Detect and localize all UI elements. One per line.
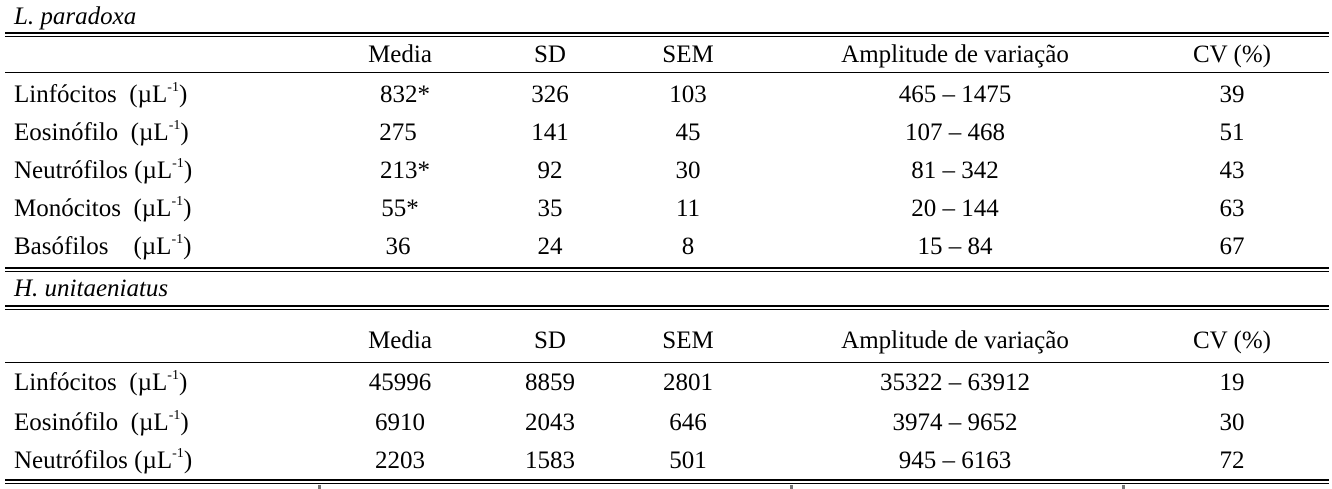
media-value: 832* (380, 81, 430, 108)
range-value: 81 – 342 (911, 157, 999, 184)
column-rule-tick (318, 485, 321, 489)
row-label: Basófilos (µL$^{-1}$) (14, 232, 192, 260)
row-label: Monócitos (µL$^{-1}$) (14, 194, 192, 222)
sem-value: 646 (669, 409, 707, 436)
sem-value: 8 (681, 233, 695, 260)
section-title: L. paradoxa (14, 3, 137, 30)
range-value: 35322 – 63912 (880, 369, 1030, 396)
table-top-rule (5, 305, 1329, 310)
range-value: 3974 – 9652 (892, 409, 1018, 436)
column-header: Media (368, 41, 432, 68)
section-divider-rule (5, 267, 1329, 272)
media-value: 55* (381, 195, 419, 222)
cv-value: 72 (1219, 447, 1245, 474)
sd-value: 326 (531, 81, 569, 108)
media-value: 275 (379, 119, 417, 146)
cv-value: 30 (1219, 409, 1245, 436)
header-rule (5, 72, 1329, 73)
row-label: Eosinófilo (µL$^{-1}$) (14, 408, 189, 436)
range-value: 107 – 468 (905, 119, 1005, 146)
sem-value: 30 (675, 157, 701, 184)
media-value: 213* (380, 157, 430, 184)
sd-value: 24 (537, 233, 563, 260)
column-header: CV (%) (1192, 327, 1272, 354)
row-label: Linfócitos (µL$^{-1}$) (14, 368, 188, 396)
media-value: 2203 (375, 447, 425, 474)
column-header: Media (368, 327, 432, 354)
sd-value: 35 (537, 195, 563, 222)
column-header: SD (534, 41, 566, 68)
cv-value: 43 (1219, 157, 1245, 184)
sem-value: 103 (669, 81, 707, 108)
row-label: Neutrófilos (µL$^{-1}$) (14, 446, 193, 474)
row-label: Linfócitos (µL$^{-1}$) (14, 80, 188, 108)
sem-value: 2801 (663, 369, 713, 396)
sd-value: 92 (537, 157, 563, 184)
media-value: 36 (385, 233, 411, 260)
column-header: CV (%) (1192, 41, 1272, 68)
range-value: 465 – 1475 (898, 81, 1012, 108)
range-value: 15 – 84 (917, 233, 993, 260)
cv-value: 19 (1219, 369, 1245, 396)
sem-value: 501 (669, 447, 707, 474)
row-label: Eosinófilo (µL$^{-1}$) (14, 118, 189, 146)
column-header: Amplitude de variação (841, 327, 1069, 354)
column-rule-tick (790, 485, 793, 489)
sd-value: 141 (531, 119, 569, 146)
row-label: Neutrófilos (µL$^{-1}$) (14, 156, 193, 184)
cv-value: 51 (1219, 119, 1245, 146)
column-header: SEM (662, 41, 714, 68)
column-rule-tick (1122, 485, 1125, 489)
column-header: SEM (662, 327, 714, 354)
table-bottom-rule (5, 479, 1329, 484)
header-rule (5, 362, 1329, 363)
range-value: 945 – 6163 (898, 447, 1012, 474)
sd-value: 8859 (525, 369, 575, 396)
column-header: SD (534, 327, 566, 354)
cv-value: 39 (1219, 81, 1245, 108)
column-header: Amplitude de variação (841, 41, 1069, 68)
sem-value: 11 (675, 195, 701, 222)
media-value: 6910 (375, 409, 425, 436)
sem-value: 45 (675, 119, 701, 146)
range-value: 20 – 144 (911, 195, 999, 222)
cv-value: 67 (1219, 233, 1245, 260)
media-value: 45996 (368, 369, 432, 396)
sd-value: 1583 (525, 447, 575, 474)
cv-value: 63 (1219, 195, 1245, 222)
table-top-rule (5, 32, 1329, 37)
section-title: H. unitaeniatus (14, 275, 169, 302)
sd-value: 2043 (525, 409, 575, 436)
